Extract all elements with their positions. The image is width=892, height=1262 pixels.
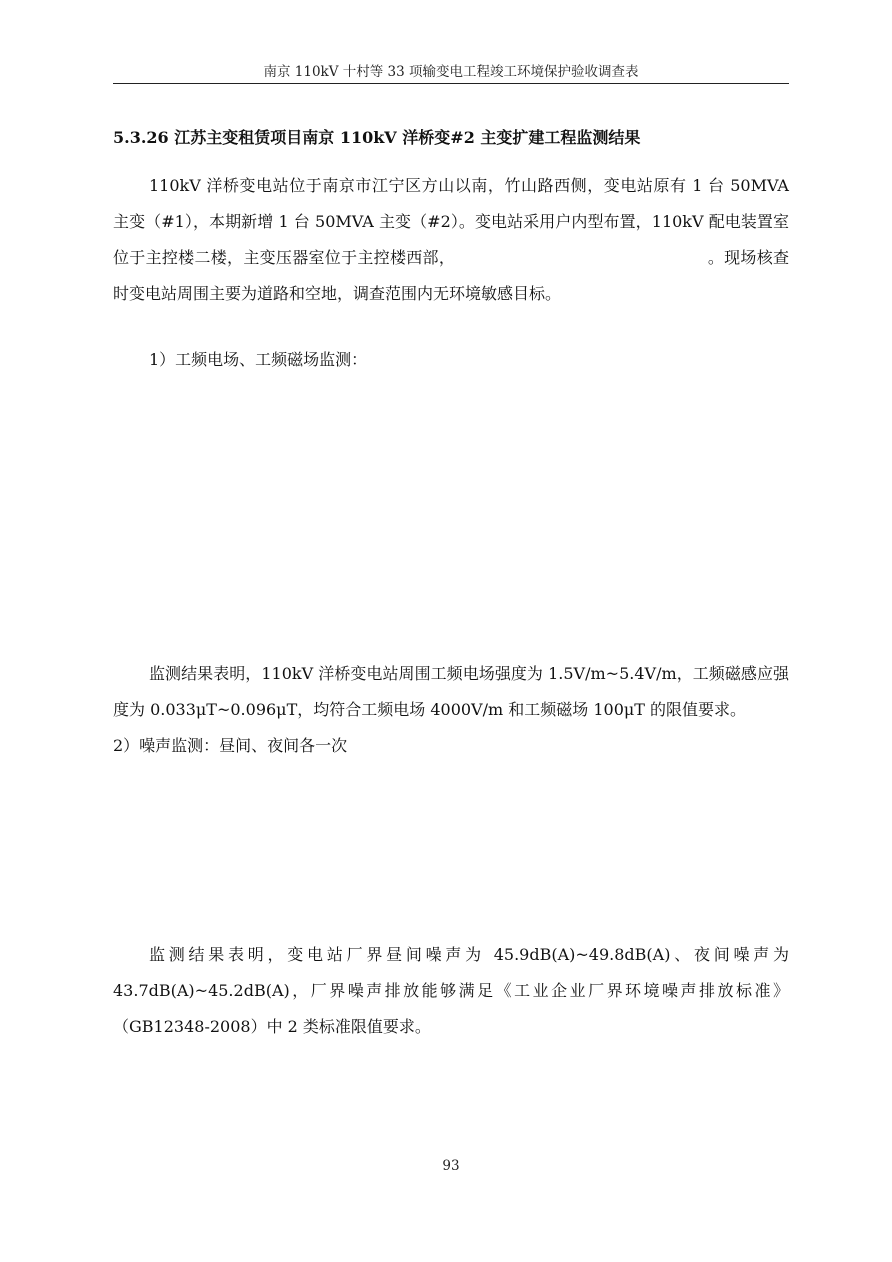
em-monitoring-label: 1）工频电场、工频磁场监测：	[149, 350, 368, 369]
section-title: 5.3.26 江苏主变租赁项目南京 110kV 洋桥变#2 主变扩建工程监测结果	[113, 128, 641, 147]
header-rule	[113, 83, 789, 84]
em-monitoring-result: 监测结果表明，110kV 洋桥变电站周围工频电场强度为 1.5V/m~5.4V/m，工频磁感应强度为 0.033μT~0.096μT，均符合工频电场 4000V/m 和工频磁场 100μT 的限值要求。	[113, 664, 789, 719]
em-monitoring-blank-area	[113, 385, 789, 645]
noise-monitoring-label: 2）噪声监测：昼间、夜间各一次	[113, 736, 348, 755]
noise-monitoring-blank-area	[113, 768, 789, 928]
intro-paragraph: 110kV 洋桥变电站位于南京市江宁区方山以南，竹山路西侧，变电站原有 1 台 50MVA 主变（#1），本期新增 1 台 50MVA 主变（#2）。变电站采用户内型布置，110kV 配电装置室位于主控楼二楼，主变压器室位于主控楼西部， 。现场核查时变电站周围主要为道路和空地，调查范围内无环境敏感目标。	[113, 176, 789, 303]
page-number: 93	[442, 1158, 460, 1174]
page-header: 南京 110kV 十村等 33 项输变电工程竣工环境保护验收调查表	[263, 64, 639, 80]
noise-monitoring-result: 监测结果表明，变电站厂界昼间噪声为 45.9dB(A)~49.8dB(A)、夜间噪声为 43.7dB(A)~45.2dB(A)，厂界噪声排放能够满足《工业企业厂界环境噪声排放标准》（GB12348-2008）中 2 类标准限值要求。	[113, 945, 789, 1036]
